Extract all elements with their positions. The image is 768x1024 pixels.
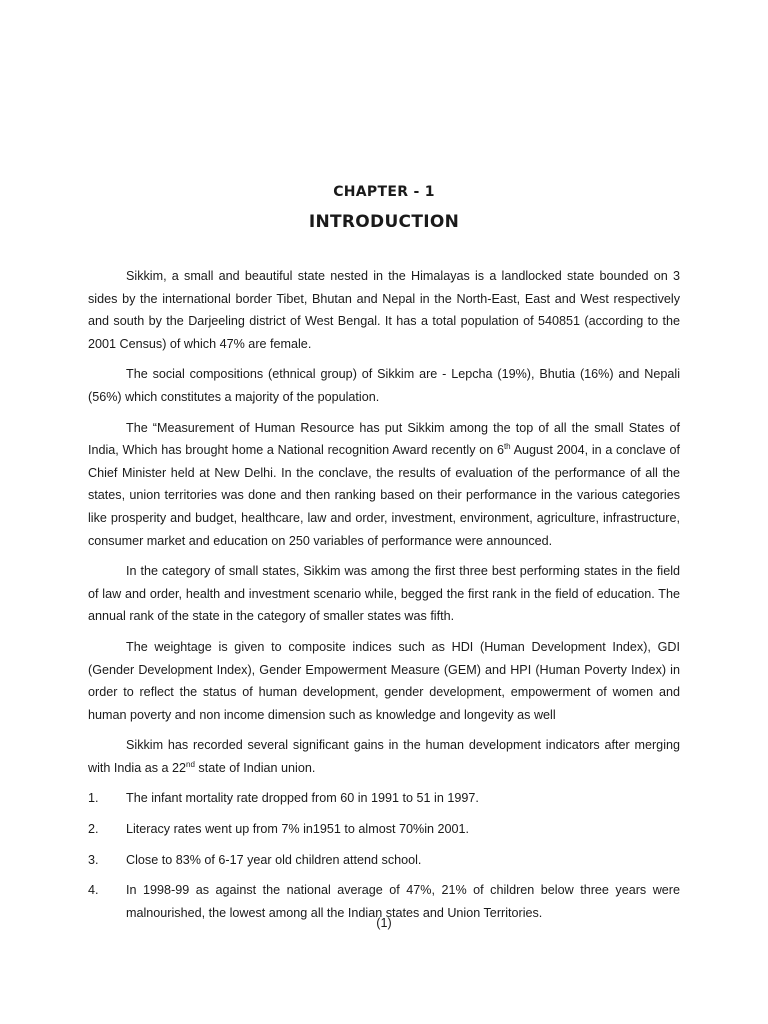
list-text: The infant mortality rate dropped from 60 in 1991 to 51 in 1997. <box>126 791 479 806</box>
paragraph-composite-indices: The weightage is given to composite indices such as HDI (Human Development Index), GDI (Gender Development Index), Gender Empowerment Measure (GEM) and HPI (Human Poverty Index) in order to reflect the status of human development, gender development, empowerment of women and human poverty and non income dimension such as knowledge and longevity as well <box>88 639 680 722</box>
paragraph-national-award <box>88 417 680 553</box>
superscript: nd <box>186 759 195 769</box>
list-item <box>88 849 680 872</box>
list-number: 1. <box>88 791 99 806</box>
paragraph-ethnic-groups: The social compositions (ethnical group) of Sikkim are - Lepcha (19%), Bhutia (16%) and Nepali (56%) which constitutes a majority of the population. <box>88 367 680 404</box>
chapter-label: CHAPTER - 1 <box>333 184 435 200</box>
paragraph-text: The “Measurement of Human Resource has put Sikkim among the top of all the small States of India, Which has brought home a National recognition Award recently on 6 <box>88 420 680 458</box>
list-text: In 1998-99 as against the national average of 47%, 21% of children below three years were malnourished, the lowest among all the Indian states and Union Territories. <box>126 883 680 920</box>
list-text: Close to 83% of 6-17 year old children attend school. <box>126 852 422 867</box>
paragraph-small-states-rank: In the category of small states, Sikkim was among the first three best performing states in the field of law and order, health and investment scenario while, begged the first rank in the field of education. The annual rank of the state in the category of smaller states was fifth. <box>88 564 680 624</box>
list-number: 3. <box>88 852 99 867</box>
list-number: 2. <box>88 822 99 837</box>
paragraph-text: state of Indian union. <box>194 760 316 775</box>
list-item <box>88 787 680 810</box>
chapter-title: INTRODUCTION <box>308 212 460 232</box>
paragraph-text: Sikkim has recorded several significant gains in the human development indicators after merging with India as a 22 <box>88 738 680 775</box>
list-text: Literacy rates went up from 7% in1951 to almost 70%in 2001. <box>126 822 470 837</box>
list-number: 4. <box>88 883 99 898</box>
body-text <box>88 265 680 932</box>
paragraph-development-gains <box>88 734 680 779</box>
page-number: (1) <box>376 916 392 930</box>
paragraph-text: August 2004, in a conclave of Chief Minister held at New Delhi. In the conclave, the results of evaluation of the performance of all the states, union territories was done and then ranking based on their performance in the various categories like prosperity and budget, healthcare, law and order, investment, environment, agriculture, infrastructure, consumer market and education on 250 variables of performance were announced. <box>88 443 680 548</box>
document-page <box>88 0 680 1024</box>
paragraph-location: Sikkim, a small and beautiful state nested in the Himalayas is a landlocked state bounded on 3 sides by the international border Tibet, Bhutan and Nepal in the North-East, East and West respectively and south by the Darjeeling district of West Bengal. It has a total population of 540851 (according to the 2001 Census) of which 47% are female. <box>88 269 680 351</box>
list-item <box>88 818 680 841</box>
superscript: th <box>503 442 511 452</box>
